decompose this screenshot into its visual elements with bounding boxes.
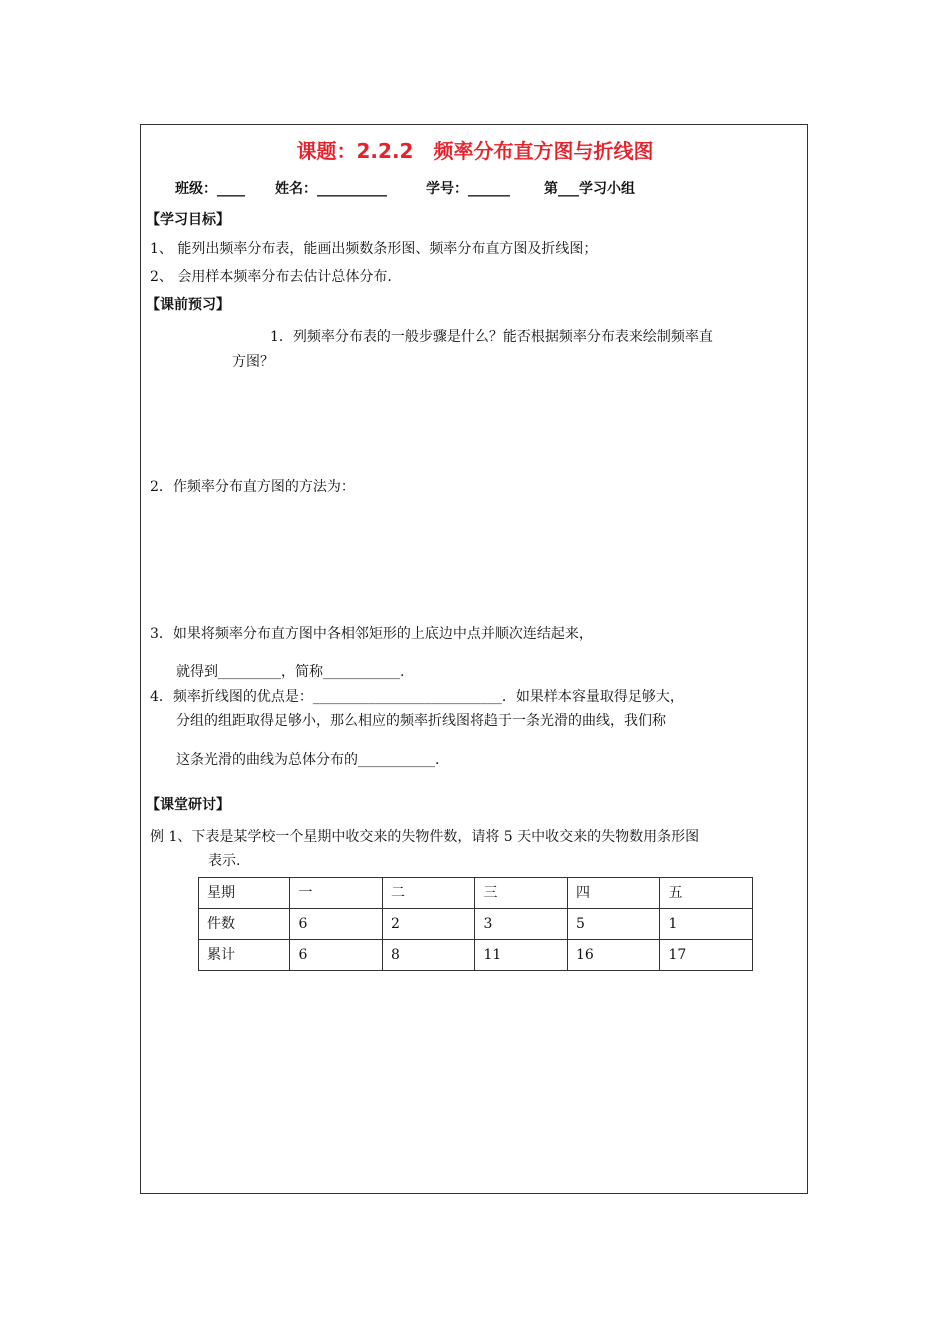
preview-heading: 【课前预习】	[146, 297, 230, 313]
table-cell: 件数	[199, 909, 290, 940]
table-cell: 6	[290, 940, 383, 971]
example-1: 例 1、下表是某学校一个星期中收交来的失物件数，请将 5 天中收交来的失物数用条形图	[150, 829, 700, 845]
preview-question-4: 4．频率折线图的优点是：___________________________．如果样本容量取得足够大，	[150, 689, 684, 705]
table-cell: 一	[290, 878, 383, 909]
preview-question-4-cont2: 这条光滑的曲线为总体分布的___________.	[176, 752, 440, 768]
goal-item: 2、 会用样本频率分布去估计总体分布.	[150, 269, 392, 285]
table-row	[199, 909, 753, 940]
table-row	[199, 940, 753, 971]
table-cell: 四	[567, 878, 660, 909]
table-row	[199, 878, 753, 909]
table-cell: 5	[567, 909, 660, 940]
preview-question-1: 1．列频率分布表的一般步骤是什么？能否根据频率分布表来绘制频率直	[270, 329, 713, 345]
table-cell: 11	[475, 940, 568, 971]
table-cell: 二	[382, 878, 475, 909]
table-cell: 三	[475, 878, 568, 909]
preview-question-4-cont: 分组的组距取得足够小，那么相应的频率折线图将趋于一条光滑的曲线，我们称	[176, 713, 666, 729]
table-cell: 8	[382, 940, 475, 971]
table-cell: 3	[475, 909, 568, 940]
table-cell: 星期	[199, 878, 290, 909]
table-cell: 16	[567, 940, 660, 971]
example-1-cont: 表示.	[208, 853, 241, 869]
lost-items-table	[198, 877, 753, 971]
class-field: 班级：____	[175, 181, 245, 197]
page-title: 课题：2.2.2 频率分布直方图与折线图	[296, 139, 654, 163]
name-field: 姓名：__________	[275, 181, 387, 197]
table-cell: 6	[290, 909, 383, 940]
table-cell: 累计	[199, 940, 290, 971]
class-study-heading: 【课堂研讨】	[146, 797, 230, 813]
preview-question-1-cont: 方图？	[232, 354, 274, 370]
goal-item: 1、 能列出频率分布表，能画出频数条形图、频率分布直方图及折线图；	[150, 241, 598, 257]
goals-heading: 【学习目标】	[146, 212, 230, 228]
preview-question-2: 2．作频率分布直方图的方法为：	[150, 479, 355, 495]
study-group-field: 第___学习小组	[544, 181, 635, 197]
table-cell: 2	[382, 909, 475, 940]
table-cell: 17	[660, 940, 753, 971]
student-id-field: 学号：______	[426, 181, 510, 197]
table-cell: 五	[660, 878, 753, 909]
table-cell: 1	[660, 909, 753, 940]
preview-question-3-cont: 就得到_________，简称___________.	[176, 664, 405, 680]
preview-question-3: 3．如果将频率分布直方图中各相邻矩形的上底边中点并顺次连结起来，	[150, 626, 593, 642]
